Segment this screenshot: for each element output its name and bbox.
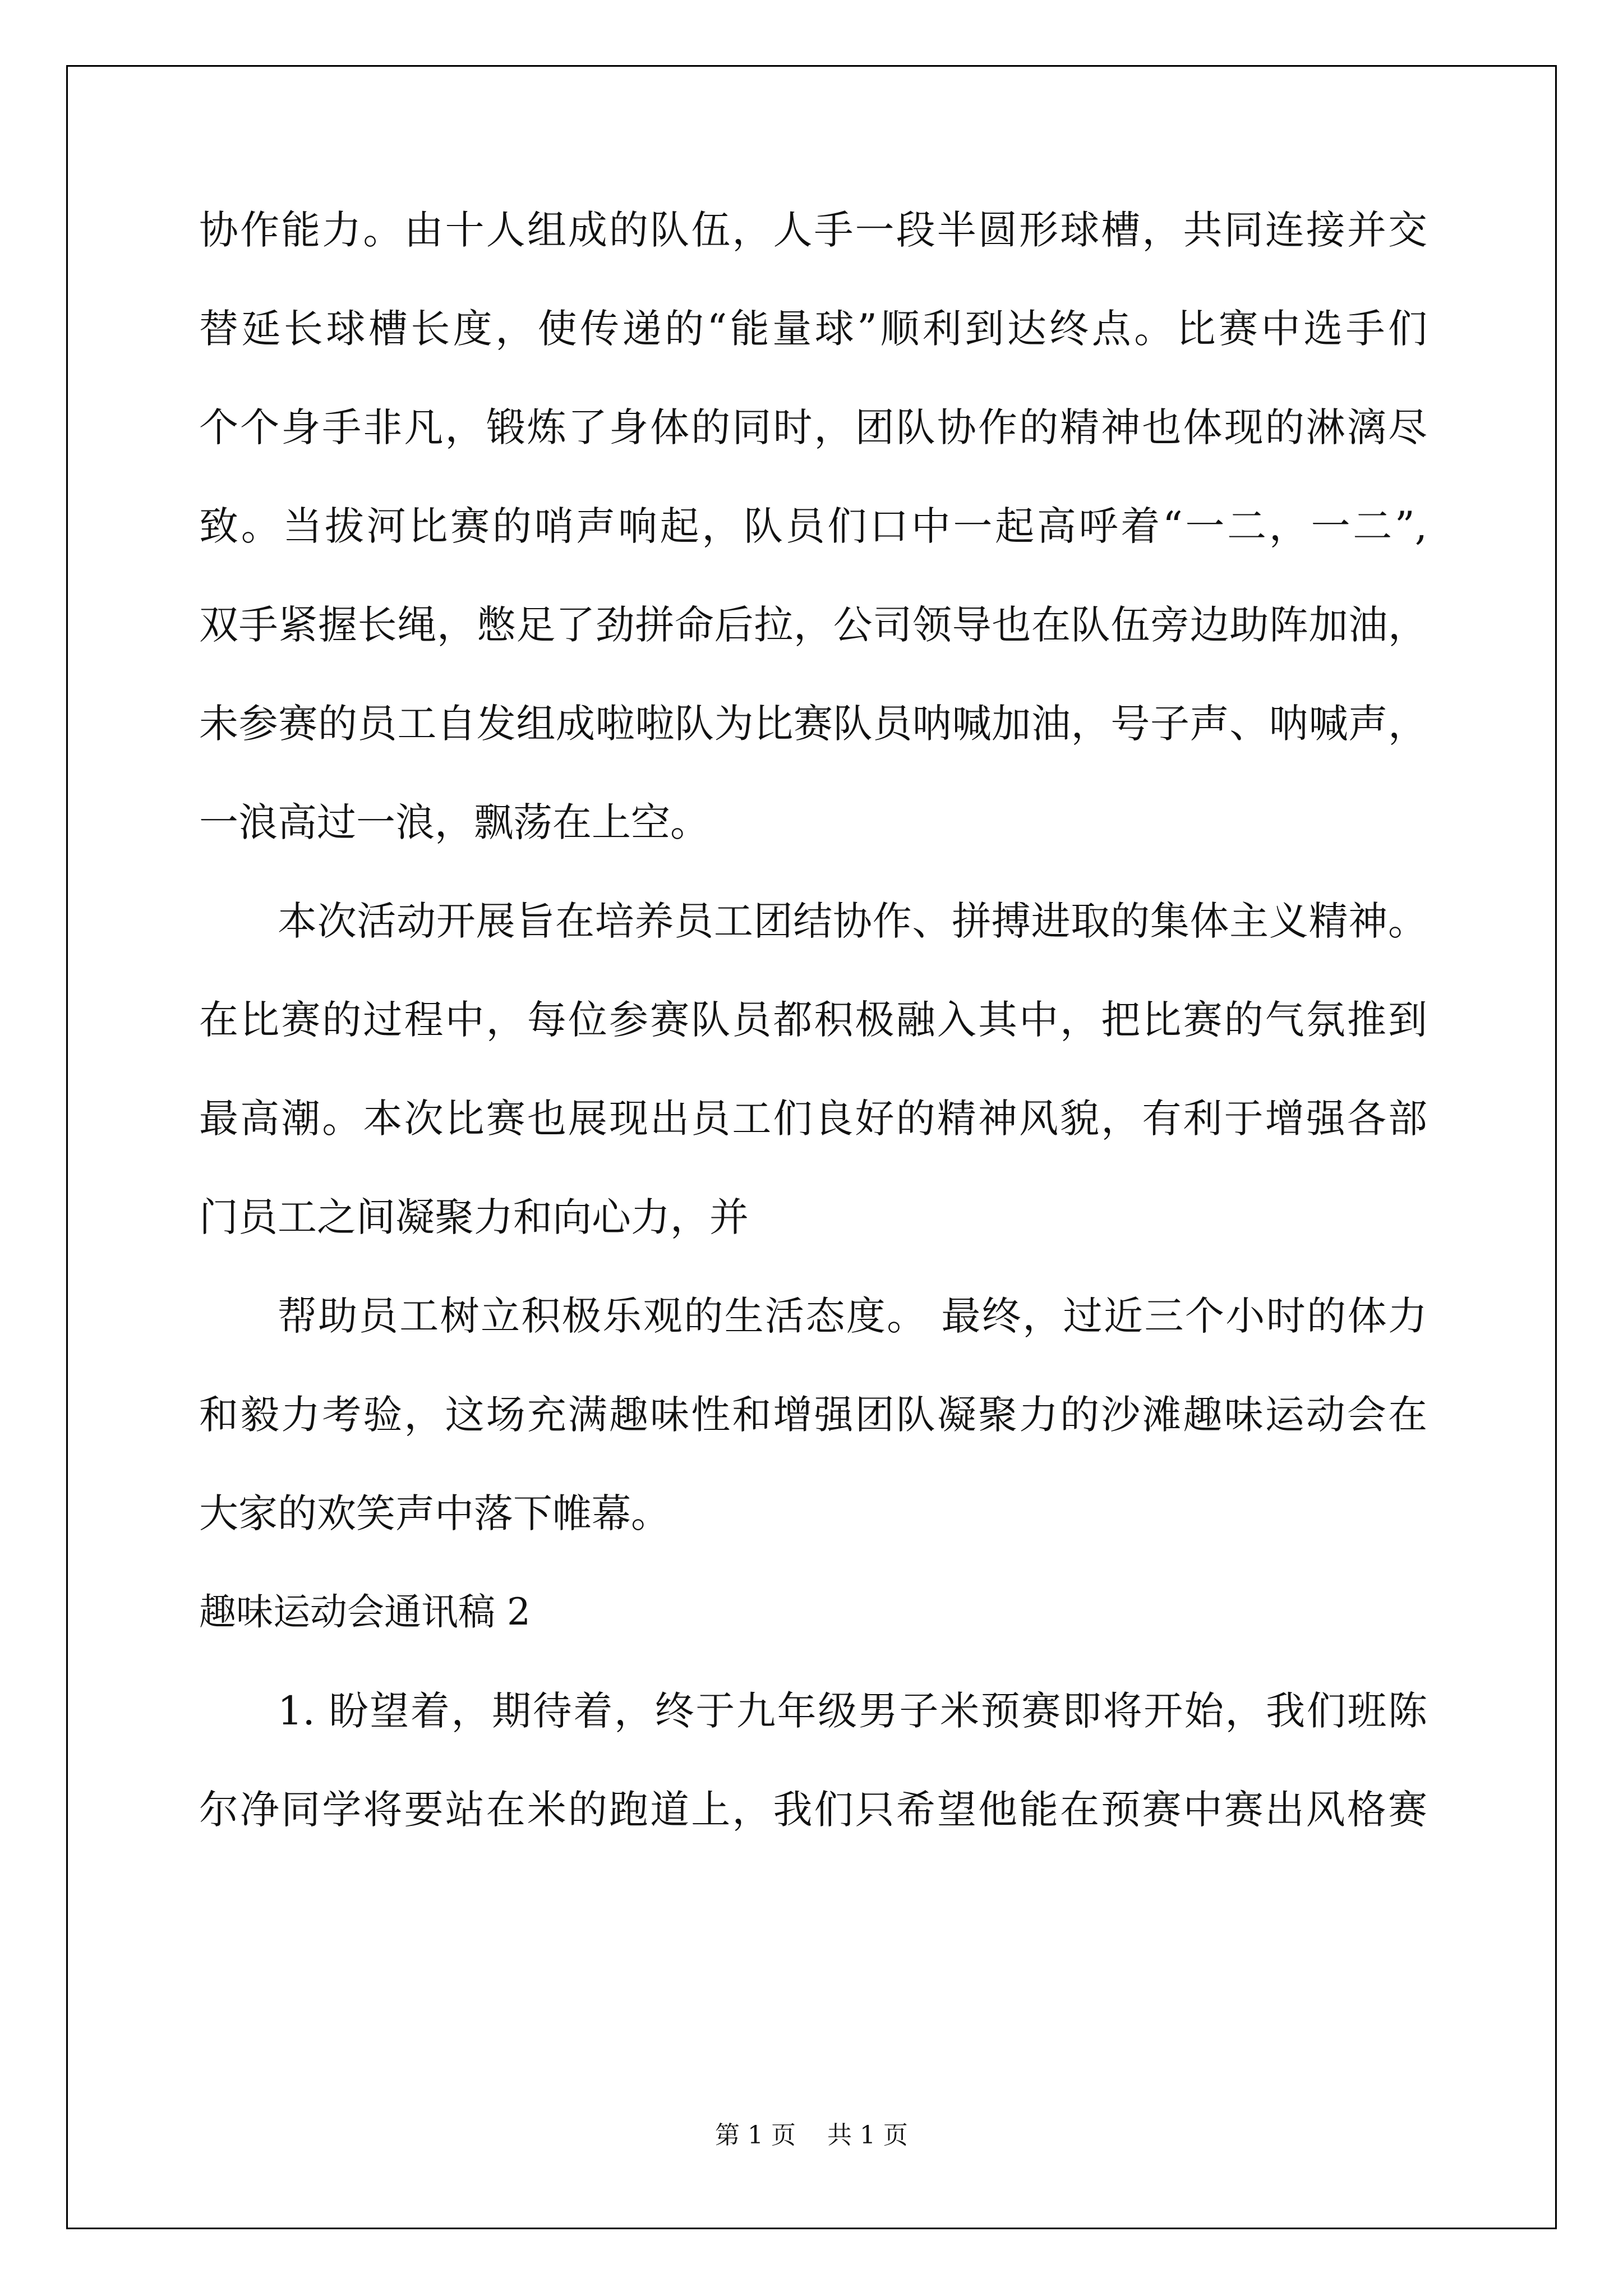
text-line: 门员工之间凝聚力和向心力，并 [199,1194,749,1240]
text-line: 替延长球槽长度，使传递的“能量球”顺利到达终点。比赛中选手们 [199,306,1427,352]
text-line: 一浪高过一浪，飘荡在上空。 [199,799,709,845]
text-line: 个个身手非凡，锻炼了身体的同时，团队协作的精神也体现的淋漓尽 [199,404,1427,450]
paragraph-first-line: 帮助员工树立积极乐观的生活态度。 最终，过近三个小时的体力 [278,1293,1427,1339]
paragraph-first-line: 1. 盼望着，期待着，终于九年级男子米预赛即将开始，我们班陈 [278,1688,1427,1734]
text-line: 未参赛的员工自发组成啦啦队为比赛队员呐喊加油，号子声、呐喊声， [199,701,1427,747]
paragraph-first-line: 本次活动开展旨在培养员工团结协作、拼搏进取的集体主义精神。 [278,898,1427,944]
page-footer: 第 1 页 共 1 页 [715,2121,908,2150]
text-line: 最高潮。本次比赛也展现出员工们良好的精神风貌，有利于增强各部 [199,1096,1427,1142]
text-line: 致。当拔河比赛的哨声响起，队员们口中一起高呼着“一二，一二”, [199,503,1427,549]
page-border [66,65,1557,2229]
text-line: 和毅力考验，这场充满趣味性和增强团队凝聚力的沙滩趣味运动会在 [199,1392,1427,1438]
text-line: 大家的欢笑声中落下帷幕。 [199,1490,670,1536]
section-heading: 趣味运动会通讯稿 2 [199,1590,531,1634]
text-line: 在比赛的过程中，每位参赛队员都积极融入其中，把比赛的气氛推到 [199,997,1427,1043]
text-line: 尔净同学将要站在米的跑道上，我们只希望他能在预赛中赛出风格赛 [199,1787,1427,1833]
text-line: 协作能力。由十人组成的队伍，人手一段半圆形球槽，共同连接并交 [199,207,1427,253]
text-line: 双手紧握长绳，憋足了劲拼命后拉，公司领导也在队伍旁边助阵加油， [199,602,1427,648]
